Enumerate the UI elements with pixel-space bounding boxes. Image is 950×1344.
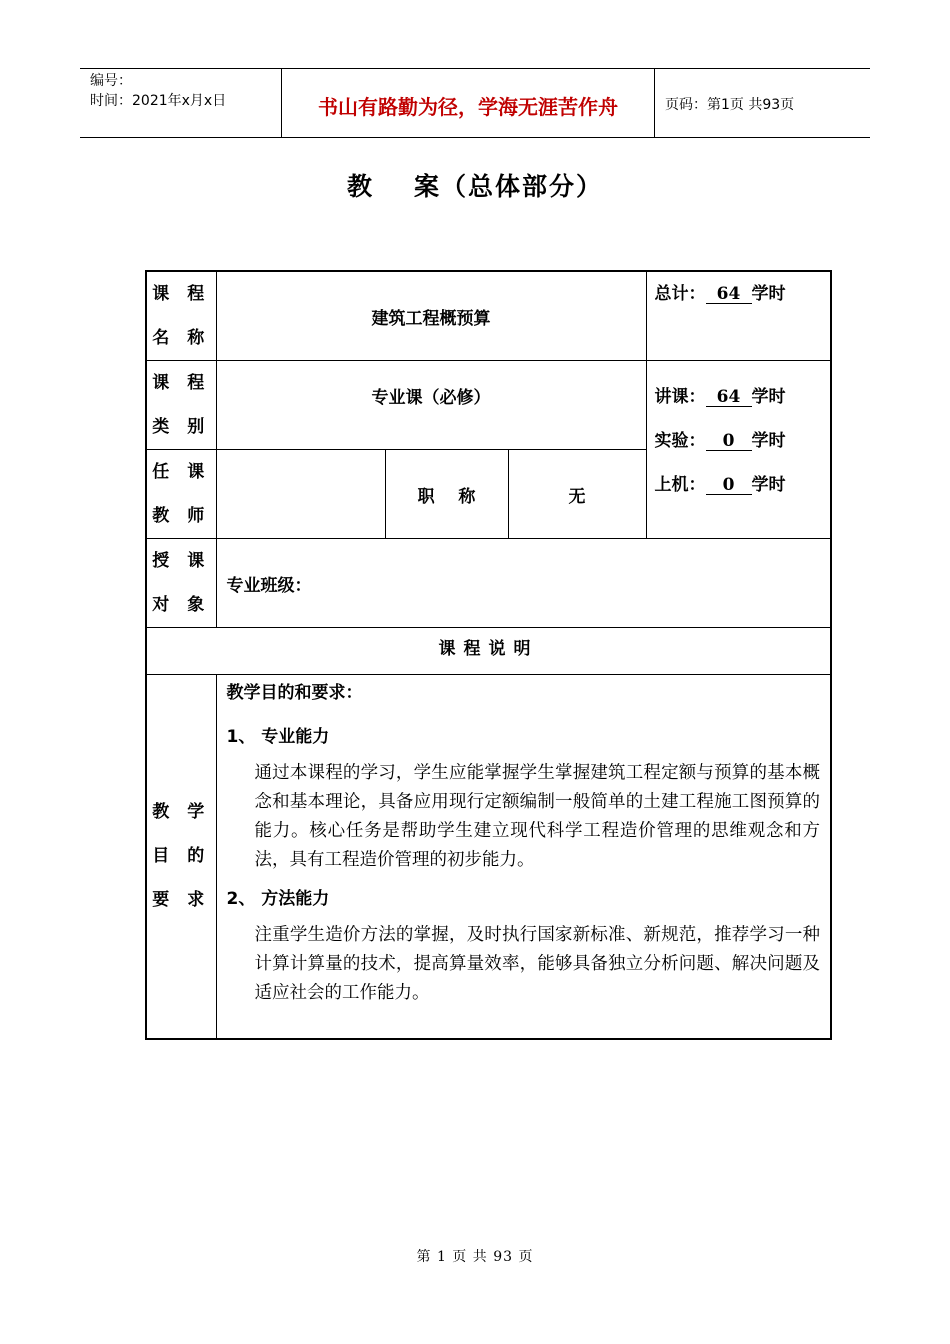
row-section-title bbox=[146, 628, 831, 675]
title-part2: 案（总体部分） bbox=[414, 172, 604, 201]
time-label: 时间：2021年x月x日 bbox=[90, 93, 227, 109]
objectives-label: 教 学 目 的 要 求 bbox=[146, 675, 216, 1039]
row-course-type bbox=[146, 361, 831, 450]
computer-hours-value: 0 bbox=[706, 476, 752, 495]
item2-text: 注重学生造价方法的掌握，及时执行国家新标准、新规范，推荐学习一种计算计算量的技术，提高算量效率，能够具备独立分析问题、解决问题及适应社会的工作能力。 bbox=[254, 925, 820, 1003]
lab-hours-value: 0 bbox=[706, 432, 752, 451]
lecture-hours-value: 64 bbox=[706, 388, 752, 407]
total-hours-value: 64 bbox=[706, 285, 752, 304]
total-hours: 总计： 64 学时 bbox=[646, 271, 831, 361]
course-type-value: 专业课（必修） bbox=[216, 361, 646, 450]
audience-value: 专业班级： bbox=[216, 539, 831, 628]
course-plan-table bbox=[145, 270, 832, 1040]
course-type-label: 课 程 类 别 bbox=[146, 361, 216, 450]
item2-heading: 2、 方法能力 bbox=[226, 889, 330, 909]
item1-text: 通过本课程的学习，学生应能掌握学生掌握建筑工程定额与预算的基本概念和基本理论，具备应用现行定额编制一般简单的土建工程施工图预算的能力。核心任务是帮助学生建立现代科学工程造价管理的思维观念和方法，具有工程造价管理的初步能力。 bbox=[254, 763, 820, 870]
row-objectives bbox=[146, 675, 831, 1039]
title-label: 职 称 bbox=[385, 450, 508, 539]
header-page-info: 页码：第1页 共93页 bbox=[665, 97, 795, 113]
row-course-name bbox=[146, 271, 831, 361]
section-title: 课程说明 bbox=[146, 628, 831, 675]
title-part1: 教 bbox=[346, 172, 374, 201]
teacher-name bbox=[216, 450, 385, 539]
course-name-label: 课 程 名 称 bbox=[146, 271, 216, 361]
item1-heading: 1、 专业能力 bbox=[226, 727, 330, 747]
page-footer: 第 1 页 共 93 页 bbox=[416, 1249, 534, 1265]
course-name-value: 建筑工程概预算 bbox=[216, 271, 646, 361]
title-value: 无 bbox=[508, 450, 646, 539]
audience-label: 授 课 对 象 bbox=[146, 539, 216, 628]
header-meta bbox=[80, 69, 282, 137]
teacher-label: 任 课 教 师 bbox=[146, 450, 216, 539]
objectives-content bbox=[216, 675, 831, 1039]
document-title bbox=[0, 167, 950, 203]
objectives-heading: 教学目的和要求： bbox=[226, 683, 363, 703]
row-audience bbox=[146, 539, 831, 628]
header-motto: 书山有路勤为径，学海无涯苦作舟 bbox=[282, 69, 655, 137]
page-header bbox=[80, 68, 870, 138]
number-label: 编号： bbox=[90, 73, 132, 89]
hours-breakdown: 讲课： 64 学时 实验： 0 学时 上机： 0 学时 bbox=[646, 361, 831, 539]
